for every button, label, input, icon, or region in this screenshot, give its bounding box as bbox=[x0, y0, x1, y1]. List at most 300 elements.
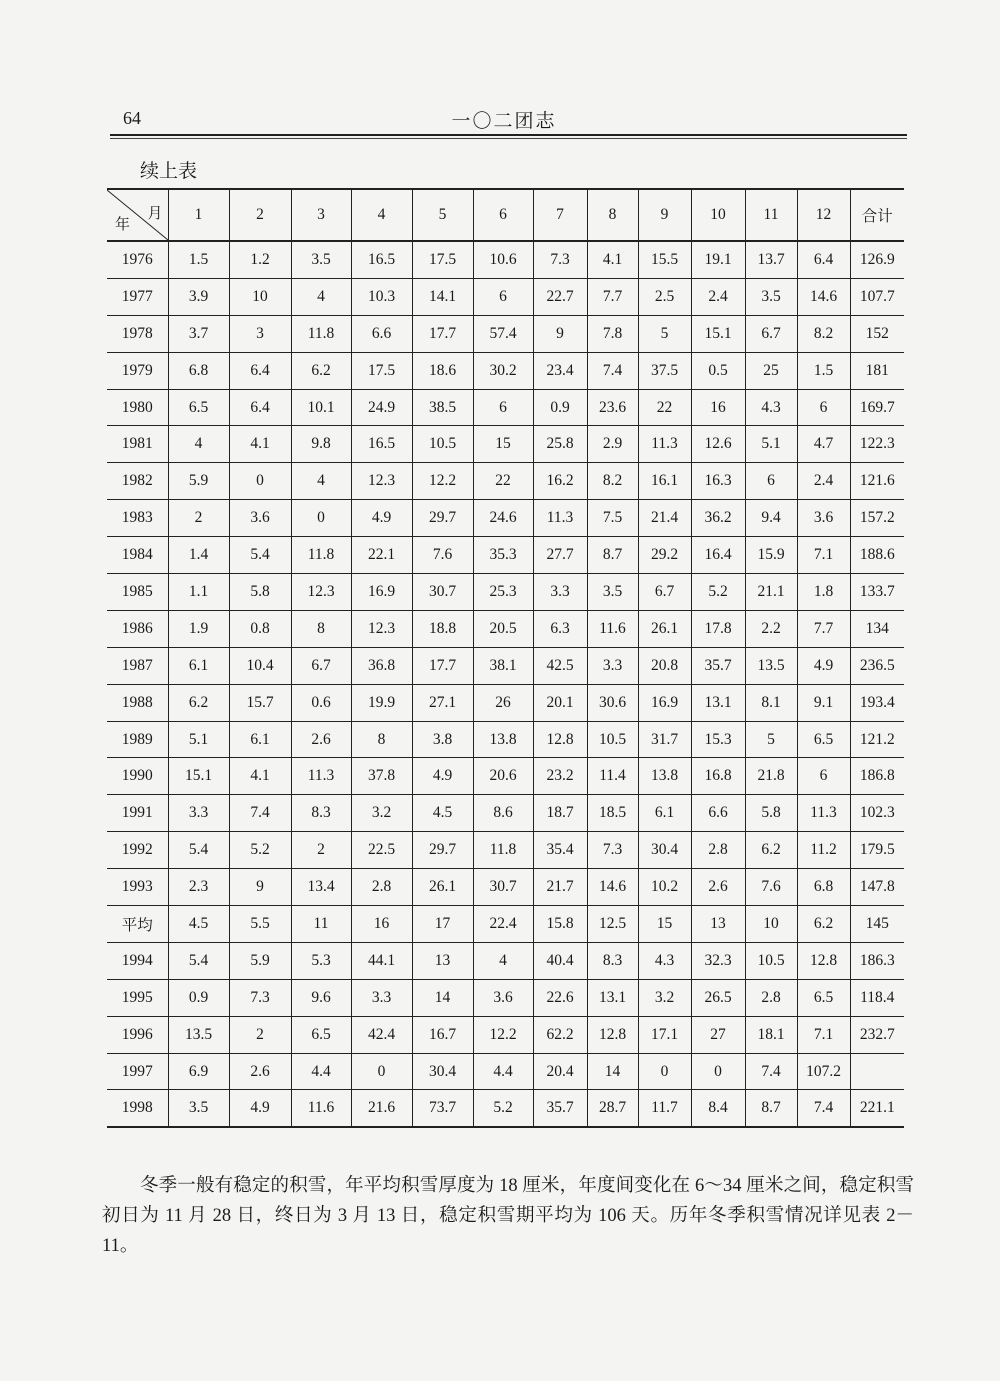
corner-header-cell bbox=[107, 189, 168, 241]
value-cell: 0 bbox=[229, 463, 291, 500]
value-cell: 6.5 bbox=[797, 979, 850, 1016]
value-cell: 8.7 bbox=[745, 1090, 797, 1127]
value-cell: 6 bbox=[473, 278, 533, 315]
value-cell: 28.7 bbox=[587, 1090, 638, 1127]
value-cell: 16.5 bbox=[351, 241, 412, 278]
value-cell: 11.3 bbox=[638, 426, 691, 463]
value-cell: 4 bbox=[291, 463, 351, 500]
value-cell: 14.1 bbox=[412, 278, 473, 315]
value-cell: 118.4 bbox=[850, 979, 904, 1016]
value-cell: 1.8 bbox=[797, 574, 850, 611]
value-cell: 2.8 bbox=[351, 869, 412, 906]
value-cell: 12.5 bbox=[587, 906, 638, 943]
column-header: 9 bbox=[638, 189, 691, 241]
year-cell: 1993 bbox=[107, 869, 168, 906]
year-cell: 1976 bbox=[107, 241, 168, 278]
value-cell: 22.6 bbox=[533, 979, 587, 1016]
value-cell: 13.8 bbox=[473, 721, 533, 758]
value-cell: 21.4 bbox=[638, 500, 691, 537]
value-cell: 23.4 bbox=[533, 352, 587, 389]
value-cell: 0.9 bbox=[533, 389, 587, 426]
table-row bbox=[107, 795, 904, 832]
value-cell: 6.9 bbox=[168, 1053, 229, 1090]
monthly-data-table bbox=[107, 188, 904, 1128]
year-cell: 1988 bbox=[107, 684, 168, 721]
value-cell: 5.2 bbox=[229, 832, 291, 869]
value-cell: 6.5 bbox=[168, 389, 229, 426]
value-cell: 1.5 bbox=[168, 241, 229, 278]
value-cell: 6.5 bbox=[797, 721, 850, 758]
value-cell: 25 bbox=[745, 352, 797, 389]
column-header: 8 bbox=[587, 189, 638, 241]
value-cell: 2.5 bbox=[638, 278, 691, 315]
value-cell: 22 bbox=[473, 463, 533, 500]
year-cell: 1980 bbox=[107, 389, 168, 426]
value-cell: 29.7 bbox=[412, 832, 473, 869]
column-header: 2 bbox=[229, 189, 291, 241]
value-cell: 3.3 bbox=[351, 979, 412, 1016]
value-cell: 11.8 bbox=[473, 832, 533, 869]
value-cell: 1.2 bbox=[229, 241, 291, 278]
table-row bbox=[107, 315, 904, 352]
value-cell: 7.6 bbox=[412, 537, 473, 574]
value-cell: 35.7 bbox=[533, 1090, 587, 1127]
value-cell: 6.2 bbox=[168, 684, 229, 721]
value-cell: 147.8 bbox=[850, 869, 904, 906]
year-cell: 1997 bbox=[107, 1053, 168, 1090]
value-cell bbox=[850, 1053, 904, 1090]
value-cell: 6.2 bbox=[745, 832, 797, 869]
value-cell: 12.6 bbox=[691, 426, 745, 463]
value-cell: 16.8 bbox=[691, 758, 745, 795]
value-cell: 12.2 bbox=[412, 463, 473, 500]
value-cell: 15 bbox=[473, 426, 533, 463]
value-cell: 193.4 bbox=[850, 684, 904, 721]
value-cell: 15.1 bbox=[168, 758, 229, 795]
value-cell: 1.4 bbox=[168, 537, 229, 574]
value-cell: 42.4 bbox=[351, 1016, 412, 1053]
value-cell: 4 bbox=[473, 942, 533, 979]
value-cell: 6.1 bbox=[168, 647, 229, 684]
value-cell: 181 bbox=[850, 352, 904, 389]
value-cell: 3.3 bbox=[587, 647, 638, 684]
value-cell: 4.1 bbox=[229, 758, 291, 795]
value-cell: 2.6 bbox=[691, 869, 745, 906]
value-cell: 18.5 bbox=[587, 795, 638, 832]
value-cell: 3.8 bbox=[412, 721, 473, 758]
column-header: 12 bbox=[797, 189, 850, 241]
value-cell: 2.3 bbox=[168, 869, 229, 906]
value-cell: 7.4 bbox=[745, 1053, 797, 1090]
value-cell: 22.1 bbox=[351, 537, 412, 574]
value-cell: 5.4 bbox=[168, 942, 229, 979]
value-cell: 7.7 bbox=[587, 278, 638, 315]
value-cell: 16 bbox=[351, 906, 412, 943]
value-cell: 186.3 bbox=[850, 942, 904, 979]
value-cell: 2.8 bbox=[691, 832, 745, 869]
value-cell: 11.7 bbox=[638, 1090, 691, 1127]
table-row bbox=[107, 1053, 904, 1090]
table-row bbox=[107, 500, 904, 537]
table-row bbox=[107, 979, 904, 1016]
year-cell: 1983 bbox=[107, 500, 168, 537]
value-cell: 13.5 bbox=[745, 647, 797, 684]
header-rule-thick bbox=[110, 134, 907, 136]
value-cell: 35.4 bbox=[533, 832, 587, 869]
value-cell: 16 bbox=[691, 389, 745, 426]
value-cell: 3.5 bbox=[291, 241, 351, 278]
value-cell: 7.4 bbox=[229, 795, 291, 832]
value-cell: 3.2 bbox=[351, 795, 412, 832]
value-cell: 10.5 bbox=[587, 721, 638, 758]
value-cell: 3 bbox=[229, 315, 291, 352]
value-cell: 6.8 bbox=[168, 352, 229, 389]
value-cell: 5.8 bbox=[229, 574, 291, 611]
value-cell: 13.1 bbox=[691, 684, 745, 721]
value-cell: 3.9 bbox=[168, 278, 229, 315]
value-cell: 10.6 bbox=[473, 241, 533, 278]
value-cell: 15.3 bbox=[691, 721, 745, 758]
value-cell: 2.9 bbox=[587, 426, 638, 463]
value-cell: 21.1 bbox=[745, 574, 797, 611]
value-cell: 27.7 bbox=[533, 537, 587, 574]
value-cell: 0 bbox=[691, 1053, 745, 1090]
column-header: 6 bbox=[473, 189, 533, 241]
value-cell: 7.5 bbox=[587, 500, 638, 537]
value-cell: 6.5 bbox=[291, 1016, 351, 1053]
value-cell: 11.3 bbox=[533, 500, 587, 537]
value-cell: 23.2 bbox=[533, 758, 587, 795]
value-cell: 16.9 bbox=[638, 684, 691, 721]
value-cell: 4.9 bbox=[229, 1090, 291, 1127]
value-cell: 186.8 bbox=[850, 758, 904, 795]
value-cell: 20.4 bbox=[533, 1053, 587, 1090]
value-cell: 29.7 bbox=[412, 500, 473, 537]
value-cell: 5.3 bbox=[291, 942, 351, 979]
value-cell: 12.2 bbox=[473, 1016, 533, 1053]
value-cell: 20.1 bbox=[533, 684, 587, 721]
year-cell: 1984 bbox=[107, 537, 168, 574]
value-cell: 5.4 bbox=[168, 832, 229, 869]
value-cell: 44.1 bbox=[351, 942, 412, 979]
value-cell: 27 bbox=[691, 1016, 745, 1053]
value-cell: 19.1 bbox=[691, 241, 745, 278]
value-cell: 11.8 bbox=[291, 537, 351, 574]
table-row bbox=[107, 942, 904, 979]
value-cell: 8.7 bbox=[587, 537, 638, 574]
value-cell: 9.4 bbox=[745, 500, 797, 537]
value-cell: 15.5 bbox=[638, 241, 691, 278]
table-row bbox=[107, 241, 904, 278]
value-cell: 18.7 bbox=[533, 795, 587, 832]
value-cell: 121.2 bbox=[850, 721, 904, 758]
value-cell: 2 bbox=[229, 1016, 291, 1053]
value-cell: 6 bbox=[473, 389, 533, 426]
value-cell: 121.6 bbox=[850, 463, 904, 500]
value-cell: 6.4 bbox=[229, 352, 291, 389]
value-cell: 7.4 bbox=[797, 1090, 850, 1127]
value-cell: 27.1 bbox=[412, 684, 473, 721]
year-cell: 1992 bbox=[107, 832, 168, 869]
table-row bbox=[107, 610, 904, 647]
value-cell: 25.3 bbox=[473, 574, 533, 611]
value-cell: 5.1 bbox=[745, 426, 797, 463]
value-cell: 7.8 bbox=[587, 315, 638, 352]
value-cell: 4.7 bbox=[797, 426, 850, 463]
value-cell: 11.6 bbox=[291, 1090, 351, 1127]
value-cell: 7.3 bbox=[587, 832, 638, 869]
value-cell: 11.2 bbox=[797, 832, 850, 869]
value-cell: 4.5 bbox=[412, 795, 473, 832]
value-cell: 134 bbox=[850, 610, 904, 647]
value-cell: 20.8 bbox=[638, 647, 691, 684]
value-cell: 2.8 bbox=[745, 979, 797, 1016]
value-cell: 22 bbox=[638, 389, 691, 426]
value-cell: 16.7 bbox=[412, 1016, 473, 1053]
value-cell: 1.1 bbox=[168, 574, 229, 611]
value-cell: 21.6 bbox=[351, 1090, 412, 1127]
table-row bbox=[107, 832, 904, 869]
value-cell: 17.8 bbox=[691, 610, 745, 647]
value-cell: 122.3 bbox=[850, 426, 904, 463]
value-cell: 12.8 bbox=[533, 721, 587, 758]
value-cell: 157.2 bbox=[850, 500, 904, 537]
value-cell: 15.8 bbox=[533, 906, 587, 943]
value-cell: 0.8 bbox=[229, 610, 291, 647]
corner-month-label: 月 bbox=[147, 206, 163, 222]
value-cell: 4 bbox=[291, 278, 351, 315]
value-cell: 126.9 bbox=[850, 241, 904, 278]
table-row bbox=[107, 426, 904, 463]
value-cell: 6.1 bbox=[229, 721, 291, 758]
value-cell: 10.5 bbox=[745, 942, 797, 979]
value-cell: 30.2 bbox=[473, 352, 533, 389]
value-cell: 12.3 bbox=[291, 574, 351, 611]
value-cell: 13 bbox=[691, 906, 745, 943]
value-cell: 11 bbox=[291, 906, 351, 943]
year-cell: 1987 bbox=[107, 647, 168, 684]
value-cell: 40.4 bbox=[533, 942, 587, 979]
value-cell: 5.2 bbox=[691, 574, 745, 611]
value-cell: 7.1 bbox=[797, 537, 850, 574]
page-number: 64 bbox=[123, 108, 141, 128]
value-cell: 14.6 bbox=[797, 278, 850, 315]
value-cell: 9 bbox=[533, 315, 587, 352]
value-cell: 6.6 bbox=[351, 315, 412, 352]
value-cell: 10 bbox=[745, 906, 797, 943]
value-cell: 30.7 bbox=[473, 869, 533, 906]
value-cell: 9.6 bbox=[291, 979, 351, 1016]
value-cell: 15.9 bbox=[745, 537, 797, 574]
value-cell: 30.7 bbox=[412, 574, 473, 611]
value-cell: 17.7 bbox=[412, 647, 473, 684]
value-cell: 22.7 bbox=[533, 278, 587, 315]
value-cell: 15.1 bbox=[691, 315, 745, 352]
value-cell: 14.6 bbox=[587, 869, 638, 906]
body-paragraph: 冬季一般有稳定的积雪，年平均积雪厚度为 18 厘米，年度间变化在 6～34 厘米之间，稳定积雪初日为 11 月 28 日，终日为 3 月 13 日，稳定积雪期平均为 106 天。历年冬季积雪情况详见表 2－11。 bbox=[102, 1175, 914, 1256]
value-cell: 18.1 bbox=[745, 1016, 797, 1053]
value-cell: 10.1 bbox=[291, 389, 351, 426]
column-header: 合计 bbox=[850, 189, 904, 241]
value-cell: 17.7 bbox=[412, 315, 473, 352]
value-cell: 6.7 bbox=[638, 574, 691, 611]
value-cell: 9 bbox=[229, 869, 291, 906]
table-row bbox=[107, 647, 904, 684]
value-cell: 102.3 bbox=[850, 795, 904, 832]
value-cell: 6 bbox=[797, 758, 850, 795]
value-cell: 236.5 bbox=[850, 647, 904, 684]
value-cell: 11.3 bbox=[797, 795, 850, 832]
value-cell: 1.9 bbox=[168, 610, 229, 647]
value-cell: 2.4 bbox=[691, 278, 745, 315]
value-cell: 0 bbox=[291, 500, 351, 537]
value-cell: 10.3 bbox=[351, 278, 412, 315]
value-cell: 26 bbox=[473, 684, 533, 721]
value-cell: 8 bbox=[351, 721, 412, 758]
value-cell: 6.6 bbox=[691, 795, 745, 832]
value-cell: 6.7 bbox=[745, 315, 797, 352]
value-cell: 31.7 bbox=[638, 721, 691, 758]
value-cell: 7.1 bbox=[797, 1016, 850, 1053]
table-row bbox=[107, 537, 904, 574]
value-cell: 2 bbox=[291, 832, 351, 869]
value-cell: 5.4 bbox=[229, 537, 291, 574]
value-cell: 37.8 bbox=[351, 758, 412, 795]
value-cell: 4.3 bbox=[638, 942, 691, 979]
value-cell: 4.9 bbox=[351, 500, 412, 537]
value-cell: 42.5 bbox=[533, 647, 587, 684]
value-cell: 4 bbox=[168, 426, 229, 463]
value-cell: 36.2 bbox=[691, 500, 745, 537]
value-cell: 73.7 bbox=[412, 1090, 473, 1127]
value-cell: 19.9 bbox=[351, 684, 412, 721]
value-cell: 0.6 bbox=[291, 684, 351, 721]
value-cell: 11.8 bbox=[291, 315, 351, 352]
year-cell: 1989 bbox=[107, 721, 168, 758]
corner-year-label: 年 bbox=[115, 217, 131, 233]
value-cell: 3.7 bbox=[168, 315, 229, 352]
value-cell: 221.1 bbox=[850, 1090, 904, 1127]
value-cell: 4.9 bbox=[412, 758, 473, 795]
column-header: 3 bbox=[291, 189, 351, 241]
value-cell: 36.8 bbox=[351, 647, 412, 684]
value-cell: 6.3 bbox=[533, 610, 587, 647]
value-cell: 57.4 bbox=[473, 315, 533, 352]
value-cell: 14 bbox=[587, 1053, 638, 1090]
value-cell: 22.5 bbox=[351, 832, 412, 869]
value-cell: 30.4 bbox=[638, 832, 691, 869]
value-cell: 13.8 bbox=[638, 758, 691, 795]
table-row bbox=[107, 721, 904, 758]
value-cell: 21.8 bbox=[745, 758, 797, 795]
value-cell: 16.4 bbox=[691, 537, 745, 574]
value-cell: 62.2 bbox=[533, 1016, 587, 1053]
value-cell: 26.5 bbox=[691, 979, 745, 1016]
value-cell: 18.6 bbox=[412, 352, 473, 389]
value-cell: 5.9 bbox=[168, 463, 229, 500]
year-cell: 1982 bbox=[107, 463, 168, 500]
value-cell: 6.7 bbox=[291, 647, 351, 684]
value-cell: 5.5 bbox=[229, 906, 291, 943]
value-cell: 13.7 bbox=[745, 241, 797, 278]
value-cell: 7.6 bbox=[745, 869, 797, 906]
value-cell: 9.1 bbox=[797, 684, 850, 721]
value-cell: 1.5 bbox=[797, 352, 850, 389]
value-cell: 133.7 bbox=[850, 574, 904, 611]
value-cell: 10 bbox=[229, 278, 291, 315]
value-cell: 0 bbox=[638, 1053, 691, 1090]
year-cell: 1979 bbox=[107, 352, 168, 389]
value-cell: 179.5 bbox=[850, 832, 904, 869]
value-cell: 18.8 bbox=[412, 610, 473, 647]
value-cell: 2.4 bbox=[797, 463, 850, 500]
value-cell: 14 bbox=[412, 979, 473, 1016]
value-cell: 16.5 bbox=[351, 426, 412, 463]
value-cell: 7.7 bbox=[797, 610, 850, 647]
value-cell: 8.4 bbox=[691, 1090, 745, 1127]
header-rule-thin bbox=[110, 138, 907, 139]
value-cell: 13.5 bbox=[168, 1016, 229, 1053]
value-cell: 145 bbox=[850, 906, 904, 943]
value-cell: 232.7 bbox=[850, 1016, 904, 1053]
column-header: 11 bbox=[745, 189, 797, 241]
value-cell: 2.6 bbox=[229, 1053, 291, 1090]
value-cell: 15 bbox=[638, 906, 691, 943]
year-cell: 1977 bbox=[107, 278, 168, 315]
value-cell: 26.1 bbox=[638, 610, 691, 647]
value-cell: 107.2 bbox=[797, 1053, 850, 1090]
value-cell: 7.4 bbox=[587, 352, 638, 389]
value-cell: 30.6 bbox=[587, 684, 638, 721]
value-cell: 16.3 bbox=[691, 463, 745, 500]
value-cell: 188.6 bbox=[850, 537, 904, 574]
table-row bbox=[107, 389, 904, 426]
value-cell: 0.5 bbox=[691, 352, 745, 389]
value-cell: 6.4 bbox=[229, 389, 291, 426]
value-cell: 8 bbox=[291, 610, 351, 647]
value-cell: 4.3 bbox=[745, 389, 797, 426]
value-cell: 10.4 bbox=[229, 647, 291, 684]
value-cell: 4.1 bbox=[587, 241, 638, 278]
value-cell: 6 bbox=[745, 463, 797, 500]
column-header: 7 bbox=[533, 189, 587, 241]
value-cell: 21.7 bbox=[533, 869, 587, 906]
value-cell: 8.2 bbox=[797, 315, 850, 352]
table-row bbox=[107, 758, 904, 795]
value-cell: 8.3 bbox=[291, 795, 351, 832]
value-cell: 6.8 bbox=[797, 869, 850, 906]
column-header: 1 bbox=[168, 189, 229, 241]
value-cell: 13.1 bbox=[587, 979, 638, 1016]
value-cell: 0 bbox=[351, 1053, 412, 1090]
value-cell: 8.1 bbox=[745, 684, 797, 721]
value-cell: 20.6 bbox=[473, 758, 533, 795]
value-cell: 3.6 bbox=[229, 500, 291, 537]
column-header: 5 bbox=[412, 189, 473, 241]
value-cell: 2 bbox=[168, 500, 229, 537]
year-cell: 1985 bbox=[107, 574, 168, 611]
value-cell: 16.2 bbox=[533, 463, 587, 500]
table-header-row bbox=[107, 189, 904, 241]
value-cell: 3.5 bbox=[168, 1090, 229, 1127]
value-cell: 5.8 bbox=[745, 795, 797, 832]
value-cell: 3.6 bbox=[797, 500, 850, 537]
table-row bbox=[107, 278, 904, 315]
value-cell: 35.3 bbox=[473, 537, 533, 574]
year-cell: 1981 bbox=[107, 426, 168, 463]
year-cell: 1995 bbox=[107, 979, 168, 1016]
value-cell: 0.9 bbox=[168, 979, 229, 1016]
